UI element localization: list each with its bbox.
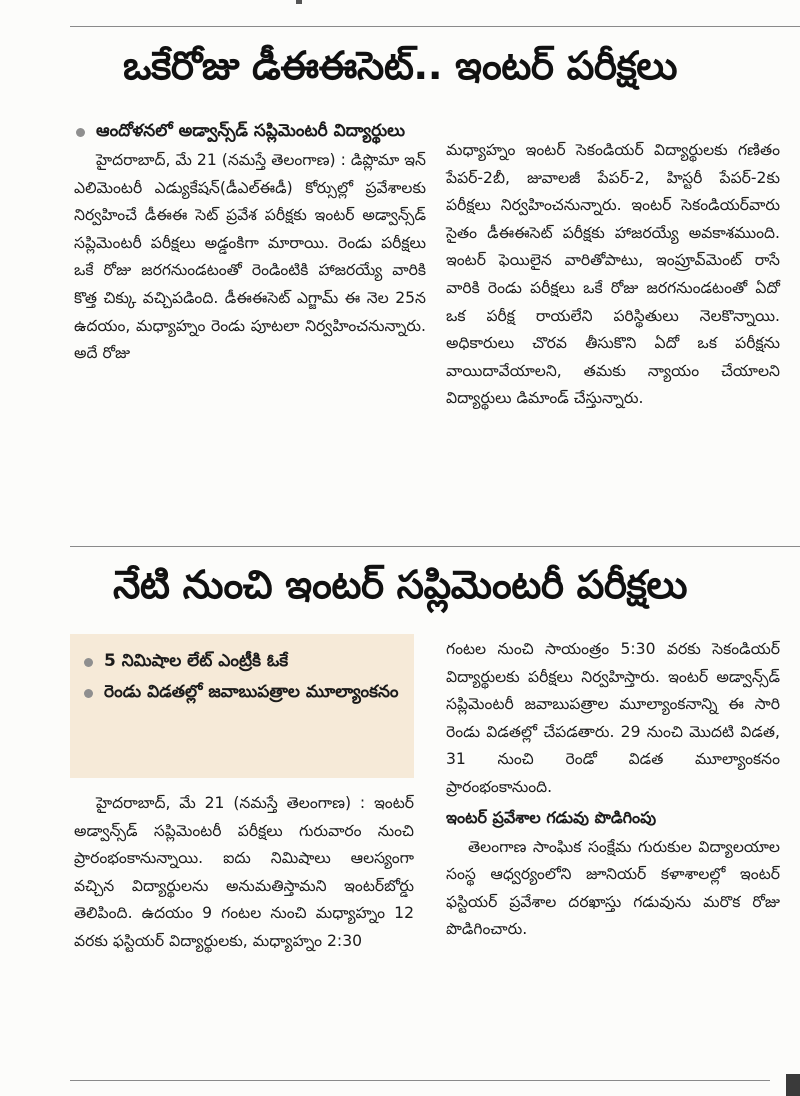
article-2-left-column — [74, 790, 414, 956]
article-1-bullet-1: ఆందోళనలో అడ్వాన్స్‌డ్ సప్లిమెంటరీ విద్యార్థులు — [74, 116, 426, 147]
article-2-highlights-box — [70, 634, 414, 778]
bullet-dot-icon — [84, 658, 93, 667]
article-2-body-right-2: తెలంగాణ సాంఘిక సంక్షేమ గురుకుల విద్యాలయాల సంస్థ ఆధ్వర్యంలోని జూనియర్ కళాశాలల్లో ఇంటర్ ఫస్టియర్ ప్రవేశాల దరఖాస్తు గడువును మరొక రోజు పొడిగించారు. — [446, 837, 780, 939]
top-fragment-mark — [296, 0, 302, 4]
article-1-headline: ఒకేరోజు డీఈఈసెట్.. ఇంటర్ పరీక్షలు — [123, 44, 677, 89]
article-1-left-column — [74, 116, 426, 368]
top-divider — [70, 26, 800, 27]
article-2-body-left: హైదరాబాద్, మే 21 (నమస్తే తెలంగాణ) : ఇంటర్ అడ్వాన్స్‌డ్ సప్లిమెంటరీ పరీక్షలు గురువారం నుంచి ప్రారంభంకానున్నాయి. ఐదు నిమిషాలు ఆలస్యంగా వచ్చిన విద్యార్థులను అనుమతిస్తామని ఇంటర్‌బోర్డు తెలిపింది. ఉదయం 9 గంటల నుంచి మధ్యాహ్నం 12 వరకు ఫస్టియర్ విద్యార్థులకు, మధ్యాహ్నం 2:30 — [74, 794, 414, 950]
bullet-dot-icon — [84, 689, 93, 698]
article-1-dateline: హైదరాబాద్, మే 21 (నమస్తే తెలంగాణ) : — [96, 151, 351, 169]
article-1-bullets — [74, 116, 426, 147]
article-2-right-column — [446, 636, 780, 944]
article-2-bullets — [82, 646, 404, 708]
article-2-dateline: హైదరాబాద్, మే 21 (నమస్తే తెలంగాణ) : — [96, 794, 375, 812]
page-corner-mark — [786, 1074, 800, 1096]
article-divider — [70, 546, 800, 547]
article-2-headline: నేటి నుంచి ఇంటర్ సప్లిమెంటరీ పరీక్షలు — [113, 563, 687, 608]
bullet-dot-icon — [76, 128, 85, 137]
article-2-subheading: ఇంటర్ ప్రవేశాల గడువు పొడిగింపు — [446, 807, 657, 827]
article-2-bullet-2: రెండు విడతల్లో జవాబుపత్రాల మూల్యాంకనం — [82, 677, 404, 708]
bottom-divider — [70, 1080, 770, 1081]
article-1-right-column — [446, 137, 780, 413]
article-1-body-right: మధ్యాహ్నం ఇంటర్ సెకండియర్ విద్యార్థులకు గణితం పేపర్-2బీ, జువాలజీ పేపర్-2, హిస్టరీ పేపర్-2కు పరీక్షలు నిర్వహించనున్నారు. ఇంటర్ సెకండియర్‌వారు సైతం డీఈఈసెట్ పరీక్షకు హాజరయ్యే అవకాశముంది. ఇంటర్ ఫెయిలైన వారితోపాటు, ఇంప్రూవ్‌మెంట్ రాసే వారికి రెండు పరీక్షలు ఒకే రోజు జరగనుండటంతో ఏదో ఒక పరీక్ష రాయలేని పరిస్థితులు నెలకొన్నాయి. అధికారులు చొరవ తీసుకొని ఏదో ఒక పరీక్షను వాయిదావేయాలని, తమకు న్యాయం చేయాలని విద్యార్థులు డిమాండ్ చేస్తున్నారు. — [446, 141, 780, 408]
article-2-body-right: గంటల నుంచి సాయంత్రం 5:30 వరకు సెకండియర్ విద్యార్థులకు పరీక్షలు నిర్వహిస్తారు. ఇంటర్ అడ్వాన్స్‌డ్ సప్లిమెంటరీ జవాబుపత్రాల మూల్యాంకనాన్ని ఈ సారి రెండు విడతల్లో చేపడతారు. 29 నుంచి మొదటి విడత, 31 నుంచి రెండో విడత మూల్యాంకనం ప్రారంభంకానుంది. — [446, 640, 780, 796]
article-2-bullet-1: 5 నిమిషాల లేట్ ఎంట్రీకి ఓకే — [82, 646, 404, 677]
article-1-body-left: హైదరాబాద్, మే 21 (నమస్తే తెలంగాణ) : డిప్లొమా ఇన్ ఎలిమెంటరీ ఎడ్యుకేషన్(డీఎల్‌ఈడీ) కోర్సుల్లో ప్రవేశాలకు నిర్వహించే డీఈఈ సెట్ ప్రవేశ పరీక్షకు ఇంటర్ అడ్వాన్స్‌డ్ సప్లిమెంటరీ పరీక్షలు అడ్డంకిగా మారాయి. రెండు పరీక్షలు ఒకే రోజు జరగనుండటంతో రెండింటికి హాజరయ్యే వారికి కొత్త చిక్కు వచ్చిపడింది. డీఈఈసెట్ ఎగ్జామ్ ఈ నెల 25న ఉదయం, మధ్యాహ్నం రెండు పూటలా నిర్వహించనున్నారు. అదే రోజు — [74, 151, 426, 363]
